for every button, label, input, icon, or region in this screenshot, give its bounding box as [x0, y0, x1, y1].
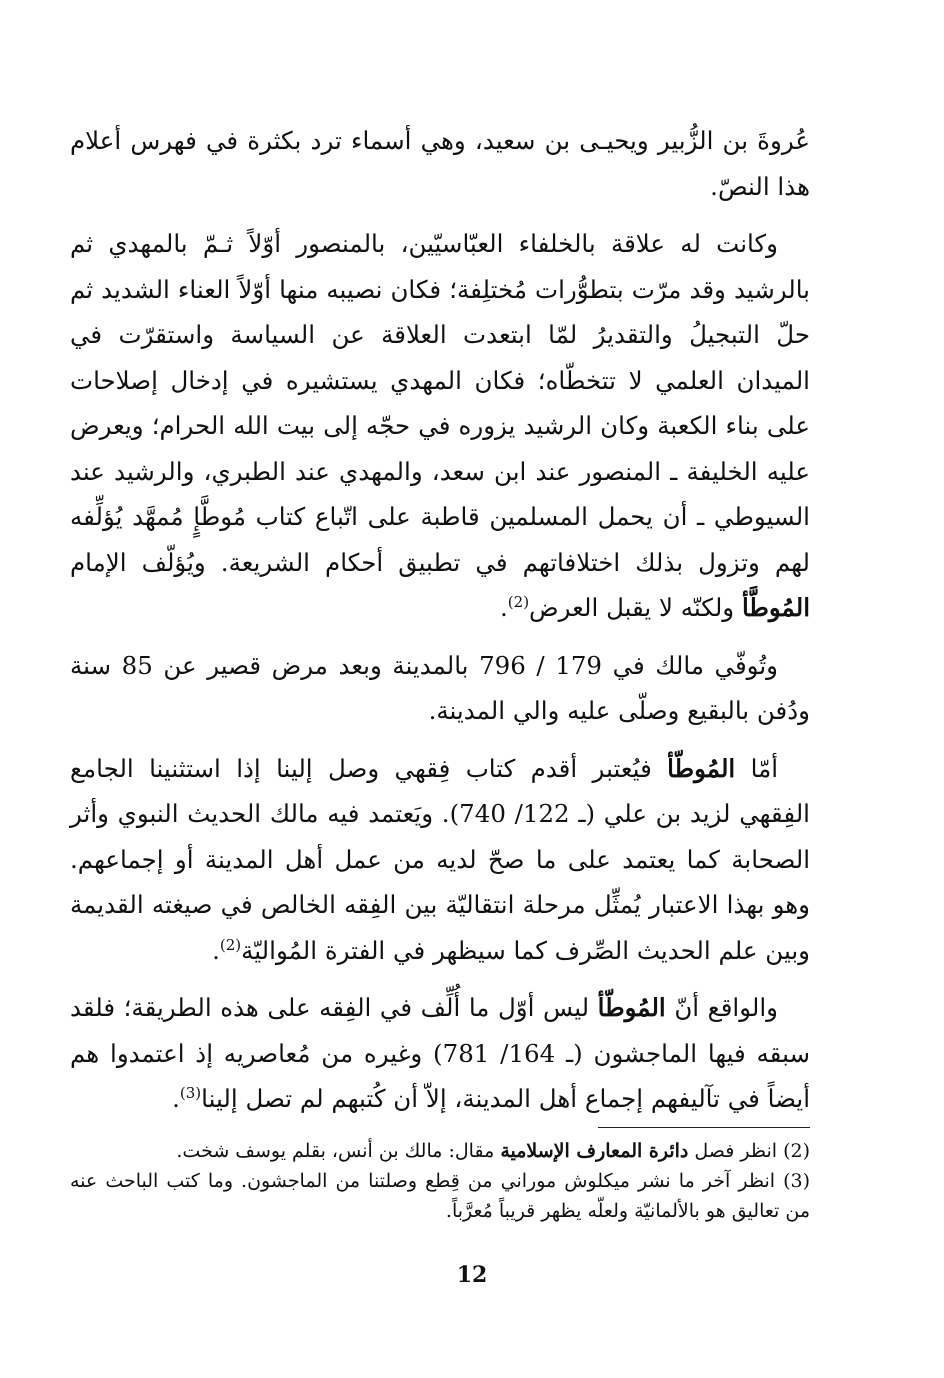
paragraph-5-text: ليس أوّل ما أُلِّف في الفِقه على هذه الطريقة؛ فلقد سبقه فيها الماجشون (ـ 164/ 781) وغيره من مُعاصريه إذ اعتمدوا هم أيضاً في تآليفهم إجماع أهل المدينة، إلاّ أن كُتبهم لم تصل إلينا [70, 993, 810, 1113]
book-title-muwatta: المُوطَّأ [741, 593, 810, 622]
paragraph-4-end: . [212, 935, 220, 965]
paragraph-4 [70, 746, 810, 974]
page-number: 12 [456, 1262, 488, 1288]
footnote-2 [70, 1136, 810, 1166]
footnote-ref-3: (3) [179, 1083, 202, 1102]
paragraph-3: وتُوفّي مالك في 179 / 796 بالمدينة وبعد مرض قصير عن 85 سنة ودُفن بالبقيع وصلّى عليه والي المدينة. [70, 650, 810, 725]
book-title-muwatta: المُوطّأ [597, 993, 666, 1022]
footnote-divider [598, 1127, 810, 1128]
paragraph-5-lead: والواقع أنّ [674, 993, 778, 1022]
paragraph-4-lead: أمّا [750, 753, 779, 783]
paragraph-5 [70, 985, 810, 1122]
footnote-2-title: دائرة المعارف الإسلامية [500, 1140, 689, 1162]
footnote-3: (3) انظر آخر ما نشر ميكلوش موراني من قِطع وصلتنا من الماجشون. وما كتب الباحث عنه من تعاليق هو بالألمانيّة ولعلّه يظهر قريباً مُعرَّباً. [70, 1170, 810, 1222]
paragraph-1: عُروةَ بن الزُّبير ويحيـى بن سعيد، وهي أسماء ترد بكثرة في فهرس أعلام هذا النصّ. [70, 126, 810, 201]
paragraph-5-end: . [172, 1084, 180, 1113]
paragraph-2-text-end: ولكنّه لا يقبل العرض [529, 593, 735, 622]
book-title-muwatta: المُوطّأ [667, 753, 736, 783]
paragraph-2 [70, 221, 810, 631]
footnote-ref-2: (2) [219, 935, 242, 954]
footnotes [70, 1136, 810, 1226]
paragraph-4-text: فيُعتبر أقدم كتاب فِقهي وصل إلينا إذا استثنينا الجامع الفِقهي لزيد بن علي (ـ 122/ 740). ويَعتمد فيه مالك الحديث النبوي وأثر الصحابة كما يعتمد على ما صحّ لديه من عمل أهل المدينة أو إجماعهم. وهو بهذا الاعتبار يُمثِّل مرحلة انتقاليّة بين الفِقه الخالص في صيغته القديمة وبين علم الحديث الصِّرف كما سيظهر في الفترة المُواليّة [70, 753, 810, 965]
footnote-2-suffix: مقال: مالك بن أنس، بقلم يوسف شخت. [176, 1140, 495, 1162]
paragraph-2-text: وكانت له علاقة بالخلفاء العبّاسيّين، بالمنصور أوّلاً ثـمّ بالمهدي ثم بالرشيد وقد مرّت بتطوُّرات مُختلِفة؛ فكان نصيبه منها أوّلاً العناء الشديد ثم حلّ التبجيلُ والتقديرُ لمّا ابتعدت العلاقة عن السياسة واستقرّت في الميدان العلمي لا تتخطّاه؛ فكان المهدي يستشيره في إدخال إصلاحات على بناء الكعبة وكان الرشيد يزوره في حجّه إلى بيت الله الحرام؛ ويعرض عليه الخليفة ـ المنصور عند ابن سعد، والمهدي عند الطبري، والرشيد عند السيوطي ـ أن يحمل المسلمين قاطبة على اتّباع كتاب مُوطَّإٍ مُمهَّد يُؤلِّفه لهم وتزول بذلك اختلافاتهم في تطبيق أحكام الشريعة. ويُؤلّف الإمام [70, 229, 810, 577]
paragraph-2-end: . [499, 593, 508, 622]
footnote-ref-2: (2) [507, 592, 530, 611]
footnote-2-prefix: (2) انظر فصل [694, 1140, 810, 1162]
main-text [70, 118, 810, 1134]
